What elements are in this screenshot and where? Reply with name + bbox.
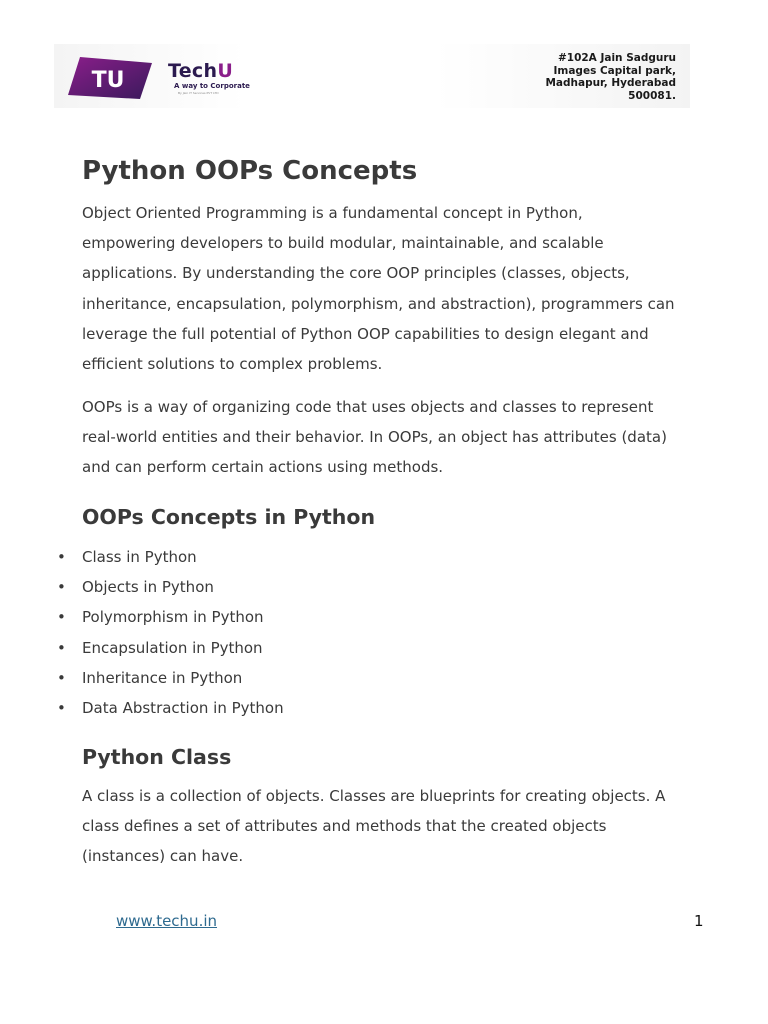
address-line: Images Capital park, xyxy=(553,64,676,77)
list-item-label: Data Abstraction in Python xyxy=(82,699,284,718)
bullet-icon: • xyxy=(57,699,66,718)
list-item xyxy=(57,633,284,663)
concepts-heading: OOPs Concepts in Python xyxy=(82,505,376,529)
text-line: A class is a collection of objects. Classes are blueprints for creating objects. A xyxy=(82,787,666,805)
brand-tagline-small: By Jain IT Services PVT LTD xyxy=(178,91,219,95)
text-line: efficient solutions to complex problems. xyxy=(82,355,383,374)
bullet-icon: • xyxy=(57,668,66,687)
oops-paragraph xyxy=(82,392,702,483)
list-item xyxy=(57,602,284,632)
list-item-label: Inheritance in Python xyxy=(82,668,243,687)
page-number: 1 xyxy=(694,912,704,930)
address-line: 500081. xyxy=(628,89,676,102)
text-line: and can perform certain actions using methods. xyxy=(82,458,444,477)
list-item xyxy=(57,663,284,693)
brand-name-part2: U xyxy=(217,60,234,82)
text-line: inheritance, encapsulation, polymorphism, and abstraction), programmers can xyxy=(82,294,675,313)
text-line: real-world entities and their behavior. In OOPs, an object has attributes (data) xyxy=(82,428,667,447)
company-address xyxy=(476,52,676,102)
list-item xyxy=(57,572,284,602)
bullet-icon: • xyxy=(57,608,66,627)
address-line: Madhapur, Hyderabad xyxy=(545,77,676,89)
text-line: (instances) can have. xyxy=(82,847,244,866)
text-line: class defines a set of attributes and methods that the created objects xyxy=(82,817,607,836)
brand-name xyxy=(168,60,233,82)
intro-paragraph xyxy=(82,198,702,379)
bullet-icon: • xyxy=(57,578,66,597)
list-item-label: Class in Python xyxy=(82,548,197,566)
page-title: Python OOPs Concepts xyxy=(82,156,418,186)
logo-letters: TU xyxy=(91,68,125,93)
text-line: leverage the full potential of Python OOP capabilities to design elegant and xyxy=(82,324,649,343)
list-item-label: Encapsulation in Python xyxy=(82,638,263,657)
list-item-label: Objects in Python xyxy=(82,578,214,597)
brand-tagline: A way to Corporate xyxy=(174,82,250,90)
bullet-icon: • xyxy=(57,548,66,566)
techu-logo-icon xyxy=(66,55,154,101)
class-paragraph xyxy=(82,781,702,872)
brand-name-part1: Tech xyxy=(168,60,218,82)
address-line: #102A Jain Sadguru xyxy=(557,52,676,64)
list-item xyxy=(57,693,284,723)
list-item xyxy=(57,542,284,572)
text-line: applications. By understanding the core OOP principles (classes, objects, xyxy=(82,264,630,283)
class-heading: Python Class xyxy=(82,745,232,769)
text-line: empowering developers to build modular, maintainable, and scalable xyxy=(82,234,604,253)
list-item-label: Polymorphism in Python xyxy=(82,608,264,627)
footer-website-link[interactable]: www.techu.in xyxy=(116,912,218,930)
concepts-list xyxy=(57,542,284,723)
bullet-icon: • xyxy=(57,638,66,657)
text-line: Object Oriented Programming is a fundamental concept in Python, xyxy=(82,204,583,222)
text-line: OOPs is a way of organizing code that uses objects and classes to represent xyxy=(82,398,654,416)
